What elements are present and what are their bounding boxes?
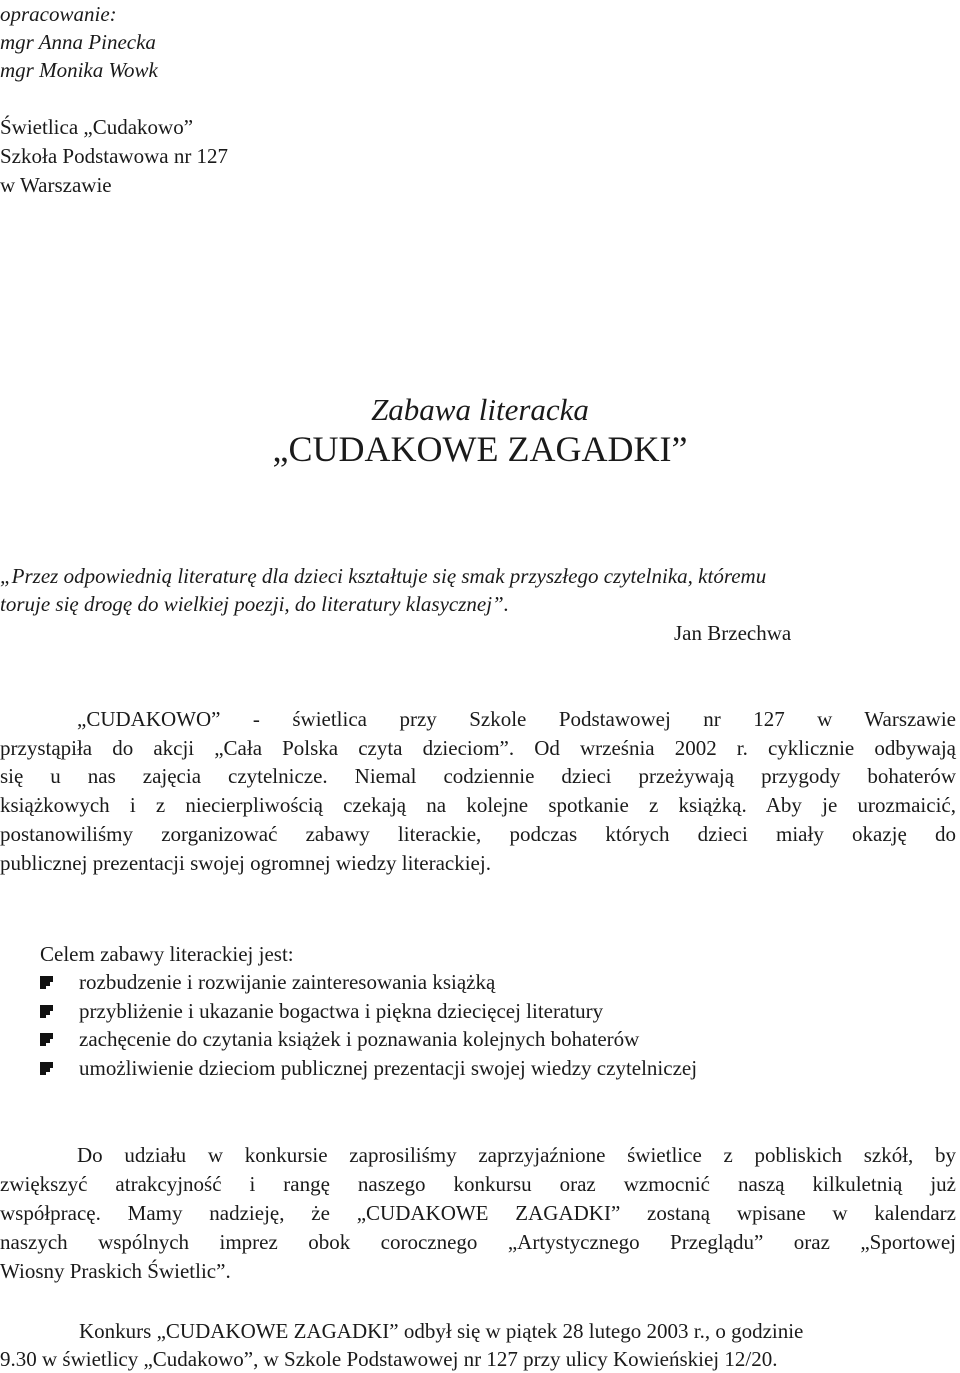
bullet-icon xyxy=(40,1033,53,1046)
invitation-line: współpracę. Mamy nadzieję, że „CUDAKOWE ZAGADKI” zostaną wpisane w kalendarz xyxy=(0,1201,956,1225)
goals-heading: Celem zabawy literackiej jest: xyxy=(40,942,294,966)
contest-line: Konkurs „CUDAKOWE ZAGADKI” odbył się w piątek 28 lutego 2003 r., o godzinie xyxy=(79,1319,804,1343)
goal-text: rozbudzenie i rozwijanie zainteresowania książką xyxy=(79,970,496,994)
institution-line: Szkoła Podstawowa nr 127 xyxy=(0,144,229,168)
quote-line: toruje się drogę do wielkiej poezji, do literatury klasycznej”. xyxy=(0,592,509,616)
institution-line: w Warszawie xyxy=(0,173,112,197)
intro-line: przystąpiła do akcji „Cała Polska czyta dzieciom”. Od września 2002 r. cyklicznie odbywają xyxy=(0,736,956,760)
institution-line: Świetlica „Cudakowo” xyxy=(0,115,194,139)
invitation-line: naszych wspólnych imprez obok corocznego „Artystycznego Przeglądu” oraz „Sportowej xyxy=(0,1230,956,1254)
invitation-line: zwiększyć atrakcyjność i rangę naszego konkursu oraz wzmocnić naszą kilkuletnią już xyxy=(0,1172,956,1196)
author-name: mgr Monika Wowk xyxy=(0,58,158,82)
invitation-line: Wiosny Praskich Świetlic”. xyxy=(0,1259,231,1283)
intro-line: książkowych i z niecierpliwością czekają na kolejne spotkanie z książką. Aby je urozmaicić, xyxy=(0,793,956,817)
goal-text: zachęcenie do czytania książek i poznawania kolejnych bohaterów xyxy=(79,1027,640,1051)
goal-text: przybliżenie i ukazanie bogactwa i piękna dziecięcej literatury xyxy=(79,999,604,1023)
quote-author: Jan Brzechwa xyxy=(674,621,792,645)
quote-line: „Przez odpowiednią literaturę dla dzieci kształtuje się smak przyszłego czytelnika, któremu xyxy=(0,564,767,588)
goal-list-item xyxy=(40,1054,697,1082)
document-title: „CUDAKOWE ZAGADKI” xyxy=(272,429,688,469)
bullet-icon xyxy=(40,976,53,989)
goal-list-item xyxy=(40,997,603,1025)
intro-line: postanowiliśmy zorganizować zabawy literackie, podczas których dzieci miały okazję do xyxy=(0,822,956,846)
intro-line: publicznej prezentacji swojej ogromnej wiedzy literackiej. xyxy=(0,851,491,875)
document-subtitle: Zabawa literacka xyxy=(371,392,589,427)
intro-line: „CUDAKOWO” - świetlica przy Szkole Podstawowej nr 127 w Warszawie xyxy=(77,707,956,731)
intro-line: się u nas zajęcia czytelnicze. Niemal codziennie dzieci przeżywają przygody bohaterów xyxy=(0,764,956,788)
authors-label: opracowanie: xyxy=(0,2,117,26)
invitation-line: Do udziału w konkursie zaprosiliśmy zaprzyjaźnione świetlice z pobliskich szkół, by xyxy=(77,1143,956,1167)
goal-list-item xyxy=(40,1025,639,1053)
goal-text: umożliwienie dzieciom publicznej prezentacji swojej wiedzy czytelniczej xyxy=(79,1056,698,1080)
bullet-icon xyxy=(40,1005,53,1018)
goal-list-item xyxy=(40,968,495,996)
author-name: mgr Anna Pinecka xyxy=(0,30,156,54)
bullet-icon xyxy=(40,1062,53,1075)
contest-line: 9.30 w świetlicy „Cudakowo”, w Szkole Podstawowej nr 127 przy ulicy Kowieńskiej 12/20. xyxy=(0,1347,778,1371)
